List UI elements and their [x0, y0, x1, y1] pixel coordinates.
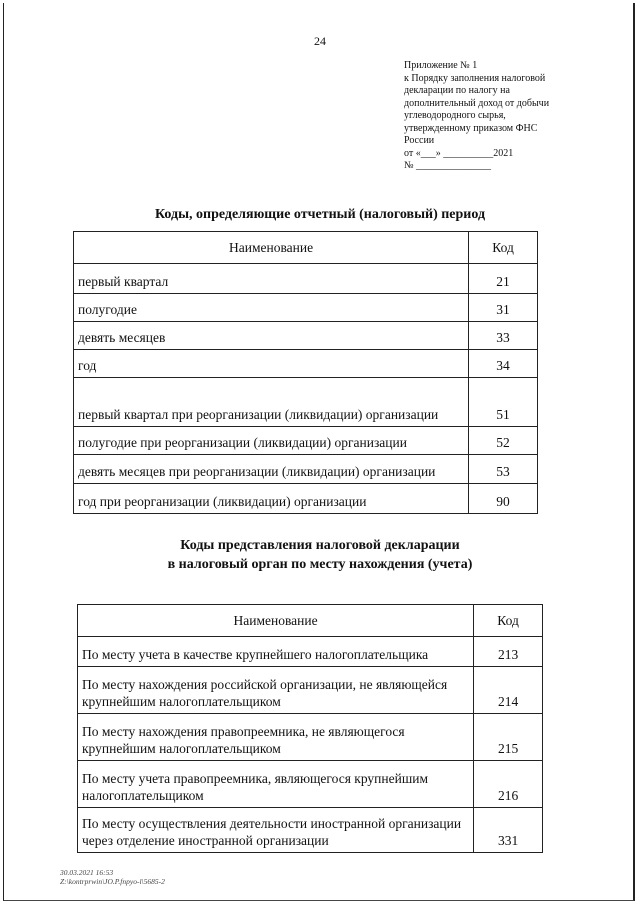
table2-title: [0, 536, 640, 574]
header-code: Код: [474, 605, 543, 637]
appendix-line: России: [404, 135, 435, 146]
document-footer: [60, 868, 165, 886]
table2-title-line2: в налоговый орган по месту нахождения (учета): [167, 557, 473, 572]
table-row: [74, 378, 538, 427]
appendix-number-line: № _______________: [404, 160, 492, 171]
appendix-date-line: от «___» __________2021: [404, 147, 514, 159]
table-row: [74, 294, 538, 322]
footer-path: Z:\kontrprwin\JO.P.fnpyo-l\5685-2: [60, 877, 165, 886]
appendix-block: [404, 60, 574, 173]
appendix-line: утвержденному приказом ФНС: [404, 122, 538, 134]
table-row: [74, 350, 538, 378]
row-name: первый квартал: [74, 264, 469, 294]
row-code: 52: [469, 427, 538, 455]
row-name: По месту учета в качестве крупнейшего налогоплательщика: [78, 637, 474, 667]
appendix-line: декларации по налогу на: [404, 85, 510, 96]
appendix-line: дополнительный доход от добычи: [404, 97, 550, 109]
row-name: По месту нахождения правопреемника, не являющегося крупнейшим налогоплательщиком: [78, 714, 474, 761]
appendix-line: к Порядку заполнения налоговой: [404, 72, 546, 84]
page-number: 24: [314, 34, 326, 48]
table-row: [78, 714, 543, 761]
table-row: [74, 427, 538, 455]
period-codes-table: [73, 231, 538, 514]
row-name: год: [74, 350, 469, 378]
table-row: [78, 808, 543, 853]
appendix-line: углеводородного сырья,: [404, 110, 506, 121]
row-code: 31: [469, 294, 538, 322]
row-code: 53: [469, 455, 538, 484]
table-row: [74, 322, 538, 350]
table-row: [78, 667, 543, 714]
submission-codes-table: [77, 604, 543, 853]
header-name: Наименование: [74, 232, 469, 264]
row-name: По месту нахождения российской организации, не являющейся крупнейшим налогоплательщиком: [78, 667, 474, 714]
table-header-row: [74, 232, 538, 264]
row-code: 33: [469, 322, 538, 350]
header-code: Код: [469, 232, 538, 264]
header-name: Наименование: [78, 605, 474, 637]
row-name: полугодие: [74, 294, 469, 322]
table1-title: Коды, определяющие отчетный (налоговый) период: [154, 207, 486, 222]
row-code: 214: [474, 667, 543, 714]
row-code: 215: [474, 714, 543, 761]
row-code: 21: [469, 264, 538, 294]
row-name: По месту учета правопреемника, являющегося крупнейшим налогоплательщиком: [78, 761, 474, 808]
row-code: 331: [474, 808, 543, 853]
table-row: [74, 264, 538, 294]
row-code: 216: [474, 761, 543, 808]
table-row: [74, 455, 538, 484]
table-row: [78, 637, 543, 667]
row-code: 51: [469, 378, 538, 427]
table-row: [78, 761, 543, 808]
footer-timestamp: 30.03.2021 16:53: [60, 868, 114, 877]
row-code: 34: [469, 350, 538, 378]
row-code: 213: [474, 637, 543, 667]
row-name: первый квартал при реорганизации (ликвидации) организации: [74, 378, 469, 427]
table-row: [74, 484, 538, 514]
row-name: полугодие при реорганизации (ликвидации) организации: [74, 427, 469, 455]
row-name: год при реорганизации (ликвидации) организации: [74, 484, 469, 514]
row-name: По месту осуществления деятельности иностранной организации через отделение иностранной организации: [78, 808, 474, 853]
appendix-line: Приложение № 1: [404, 60, 478, 71]
row-code: 90: [469, 484, 538, 514]
row-name: девять месяцев при реорганизации (ликвидации) организации: [74, 455, 469, 484]
table2-title-line1: Коды представления налоговой декларации: [180, 538, 460, 553]
row-name: девять месяцев: [74, 322, 469, 350]
table-header-row: [78, 605, 543, 637]
